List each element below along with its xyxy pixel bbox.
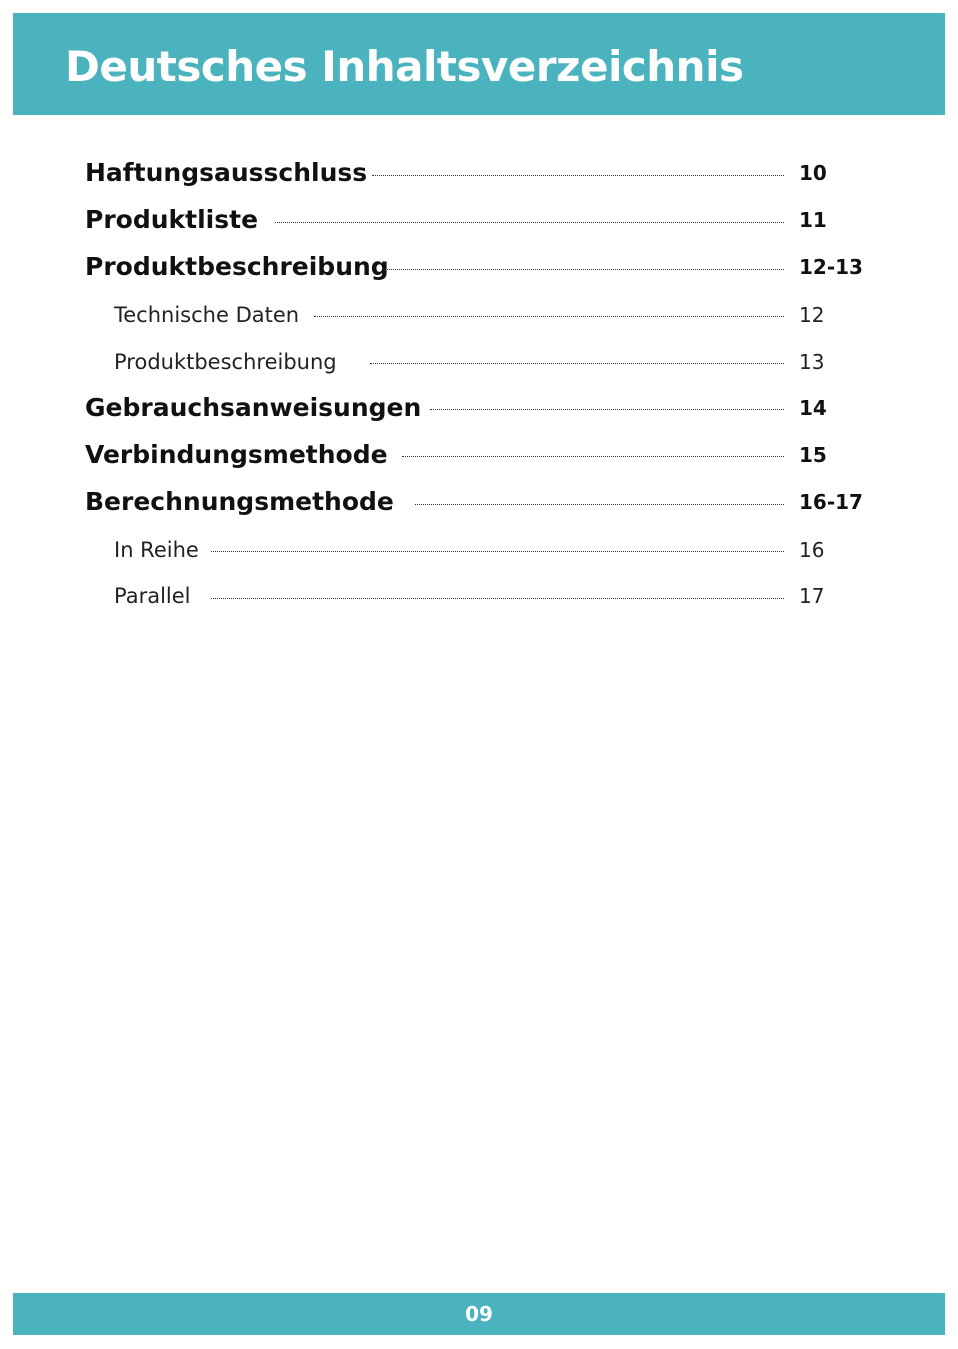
toc-entry-produktliste[interactable]: [0, 205, 958, 245]
toc-entry-label: Haftungsausschluss: [85, 158, 368, 187]
toc-entry-gebrauchsanweisungen[interactable]: [0, 393, 958, 433]
toc-entry-in-reihe[interactable]: [0, 535, 958, 575]
table-of-contents: [0, 0, 958, 640]
toc-dot-leader: [211, 551, 784, 552]
footer-bar: [13, 1293, 945, 1335]
toc-entry-berechnungsmethode[interactable]: [0, 487, 958, 527]
toc-entry-produktbeschreibung[interactable]: [0, 252, 958, 292]
toc-entry-page: 11: [799, 208, 827, 232]
toc-dot-leader: [275, 222, 784, 223]
toc-entry-label: Gebrauchsanweisungen: [85, 393, 422, 422]
page-number: 09: [465, 1302, 493, 1326]
toc-entry-technische-daten[interactable]: [0, 300, 958, 340]
toc-entry-page: 13: [799, 350, 825, 374]
toc-entry-label: Produktbeschreibung: [114, 350, 337, 374]
toc-dot-leader: [370, 363, 784, 364]
toc-entry-page: 15: [799, 443, 827, 467]
toc-dot-leader: [402, 456, 784, 457]
toc-entry-label: Produktbeschreibung: [85, 252, 389, 281]
toc-entry-verbindungsmethode[interactable]: [0, 440, 958, 480]
toc-entry-label: Berechnungsmethode: [85, 487, 394, 516]
toc-entry-label: Verbindungsmethode: [85, 440, 388, 469]
toc-dot-leader: [430, 409, 784, 410]
toc-entry-page: 10: [799, 161, 827, 185]
toc-dot-leader: [372, 175, 784, 176]
toc-entry-page: 12-13: [799, 255, 863, 279]
toc-dot-leader: [415, 504, 784, 505]
page-title: Deutsches Inhaltsverzeichnis: [65, 42, 744, 91]
toc-entry-parallel[interactable]: [0, 581, 958, 621]
toc-entry-page: 16: [799, 538, 825, 562]
toc-entry-page: 14: [799, 396, 827, 420]
toc-entry-page: 12: [799, 303, 825, 327]
toc-entry-label: Technische Daten: [114, 303, 300, 327]
toc-entry-haftungsausschluss[interactable]: [0, 158, 958, 198]
toc-entry-label: Parallel: [114, 584, 191, 608]
toc-entry-produktbeschreibung-sub[interactable]: [0, 347, 958, 387]
toc-dot-leader: [383, 269, 784, 270]
toc-entry-label: Produktliste: [85, 205, 259, 234]
toc-dot-leader: [314, 316, 784, 317]
toc-entry-page: 16-17: [799, 490, 863, 514]
toc-dot-leader: [211, 598, 784, 599]
toc-entry-label: In Reihe: [114, 538, 199, 562]
toc-entry-page: 17: [799, 584, 825, 608]
